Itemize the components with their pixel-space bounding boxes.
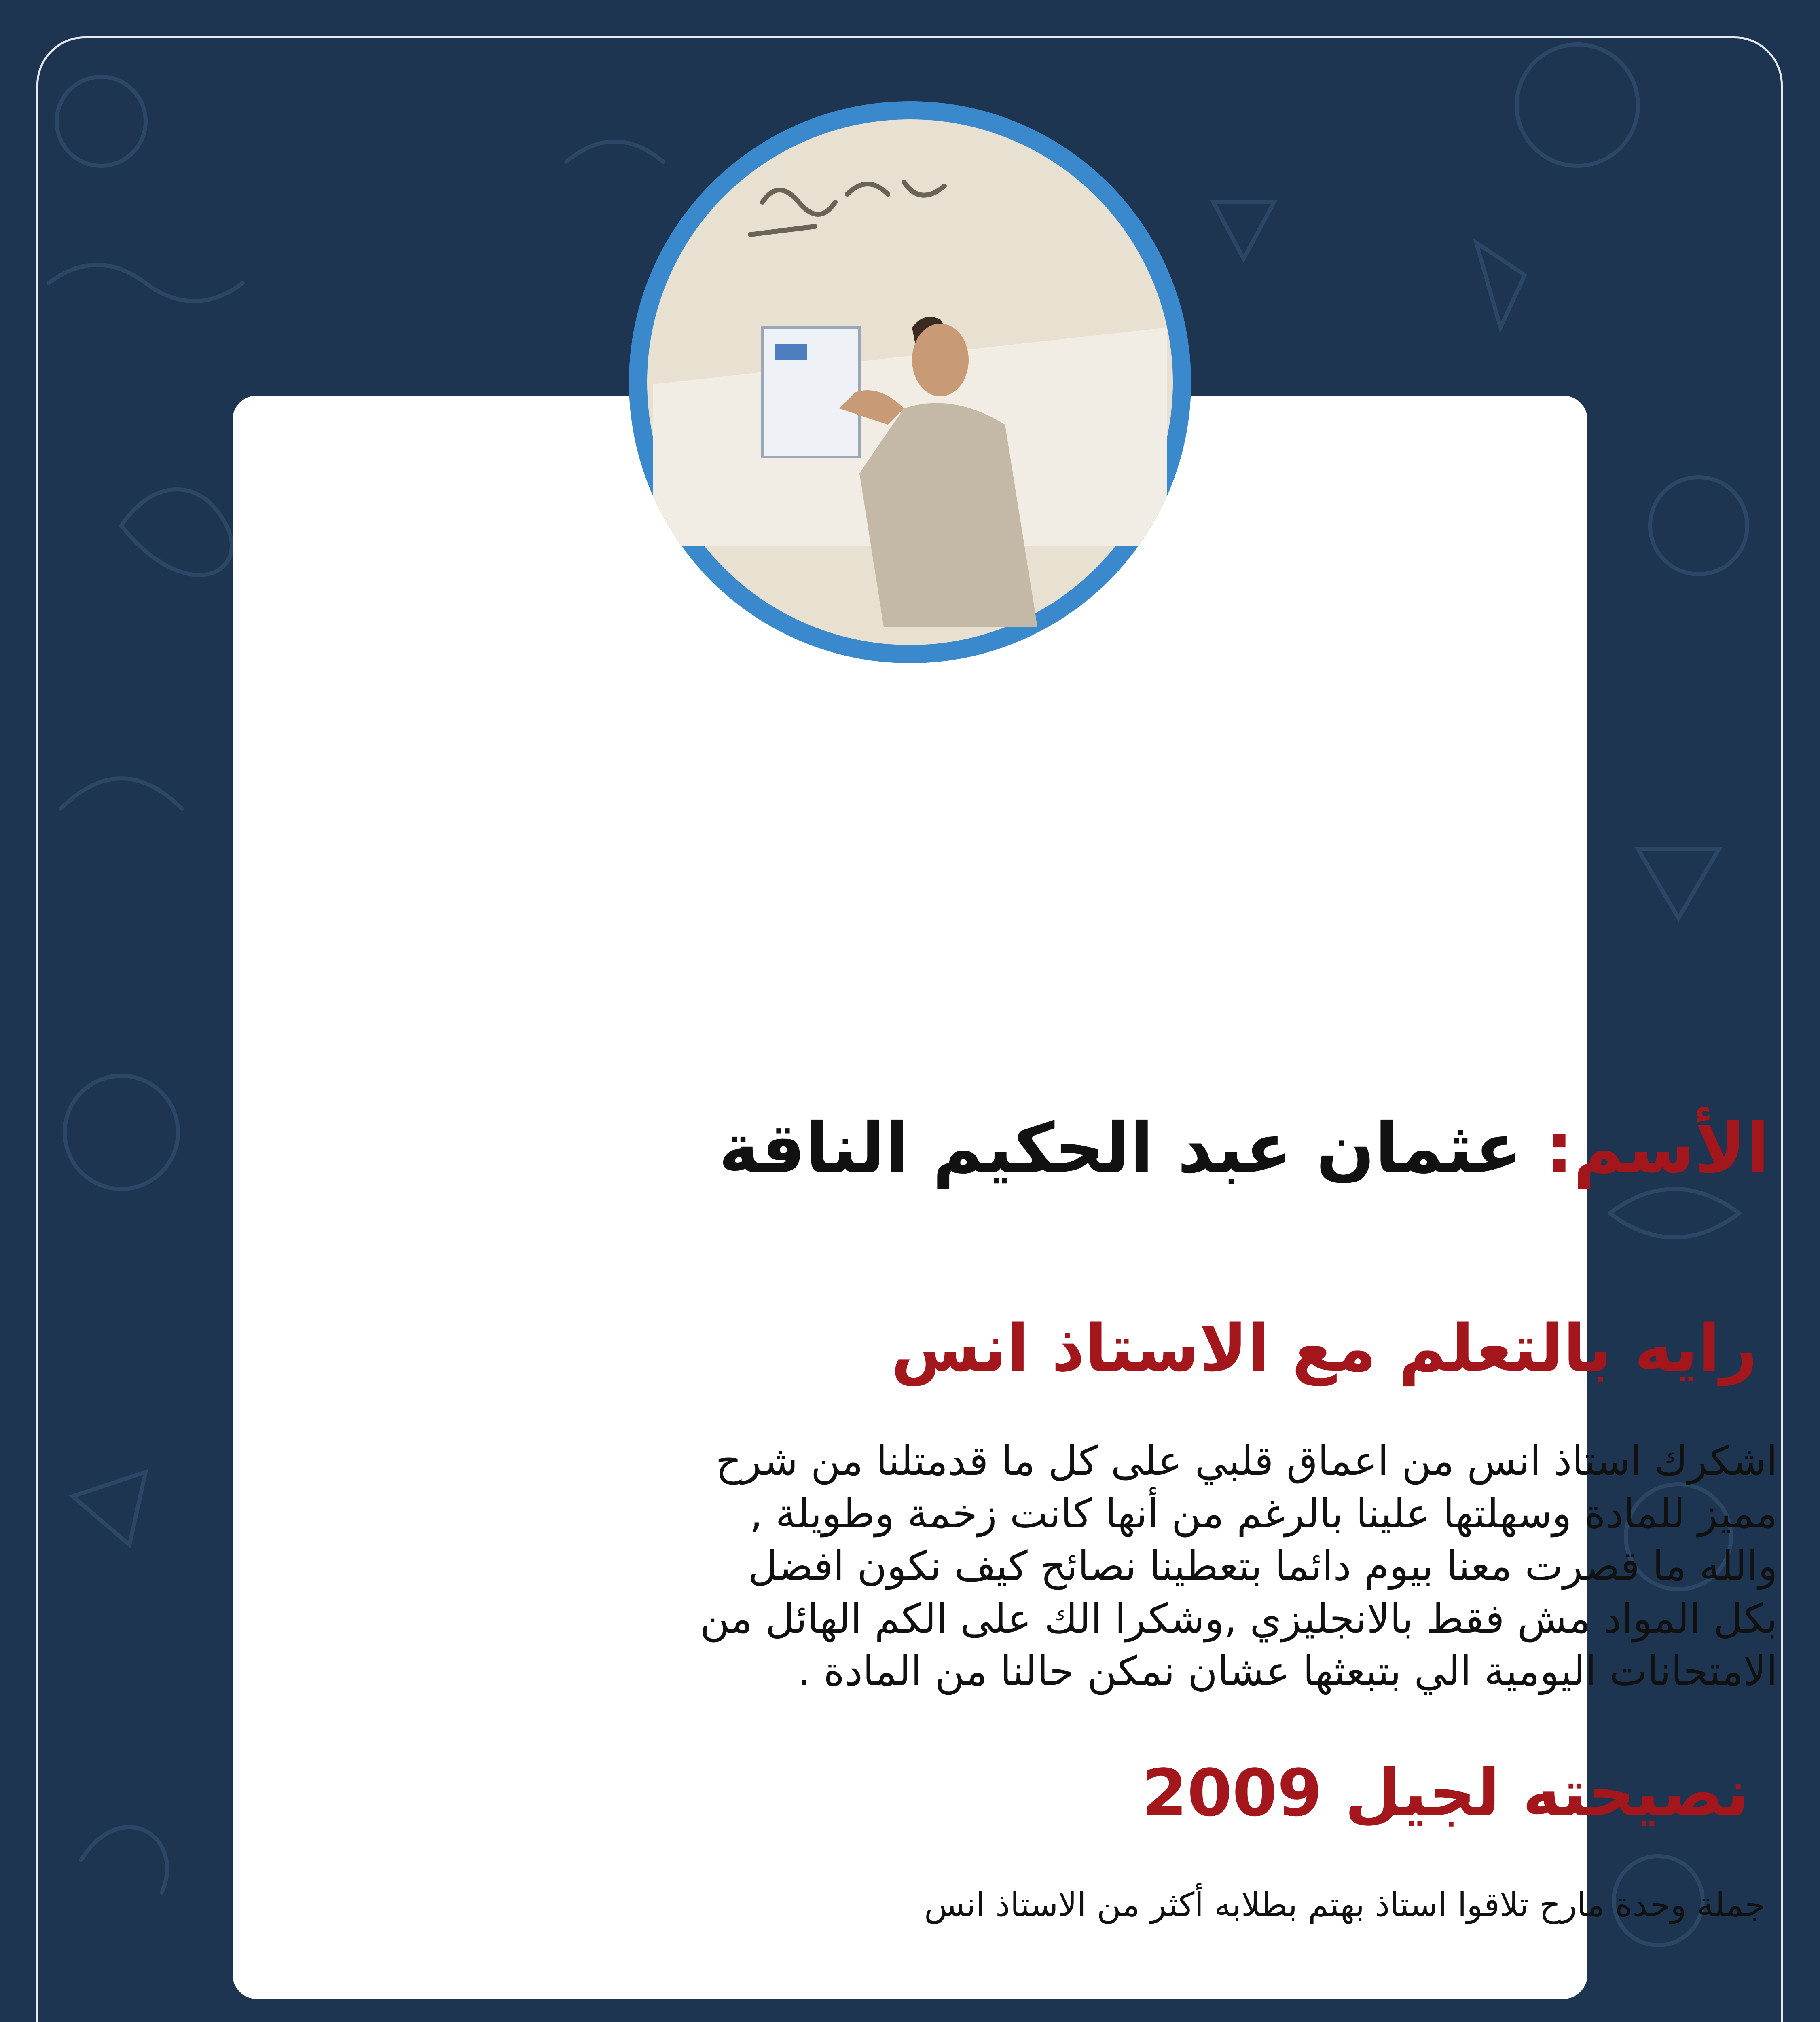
- advice-text: جملة وحدة مارح تلاقوا استاذ بهتم بطلابه أكثر من الاستاذ انس: [924, 1886, 1765, 1924]
- advice-heading: نصيحته لجيل 2009: [1142, 1755, 1749, 1831]
- student-name: عثمان عبد الحكيم الناقة: [718, 1108, 1522, 1189]
- opinion-line: الامتحانات اليومية الي بتبعثها عشان نمكن حالنا من المادة .: [798, 1648, 1778, 1695]
- opinion-line: والله ما قصرت معنا بيوم دائما بتعطينا نصائح كيف نكون افضل: [748, 1542, 1778, 1590]
- opinion-line: مميز للمادة وسهلتها علينا بالرغم من أنها كانت زخمة وطويلة ,: [749, 1490, 1778, 1537]
- opinion-text: [540, 1435, 1778, 1698]
- portrait-photo: [629, 101, 1191, 663]
- name-label: الأسم:: [1545, 1108, 1769, 1189]
- opinion-line: اشكرك استاذ انس من اعماق قلبي على كل ما قدمتلنا من شرح: [715, 1437, 1778, 1485]
- opinion-line: بكل المواد مش فقط بالانجليزي ,وشكرا الك على الكم الهائل من: [700, 1595, 1778, 1642]
- opinion-heading: رايه بالتعلم مع الاستاذ انس: [891, 1310, 1757, 1386]
- student-name-line: [677, 1107, 1769, 1190]
- student-photo: [629, 101, 1191, 663]
